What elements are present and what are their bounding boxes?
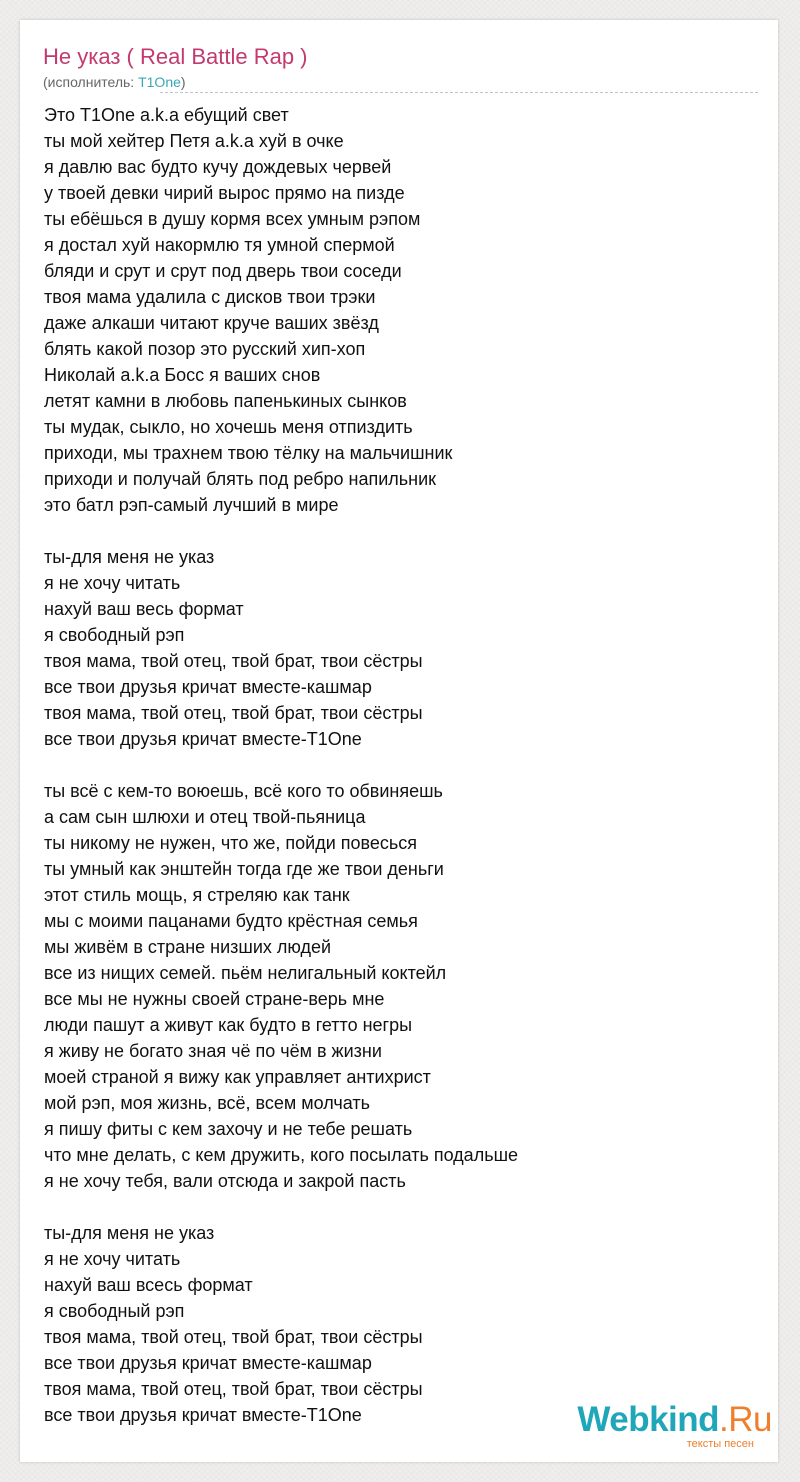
lyric-line: я свободный рэп: [44, 1301, 185, 1321]
lyric-line: ты-для меня не указ: [44, 1223, 215, 1243]
stanza-gap: [44, 1194, 744, 1220]
artist-prefix: (исполнитель:: [43, 74, 139, 90]
lyric-line: даже алкаши читают круче ваших звёзд: [44, 313, 379, 333]
lyric-line: ты-для меня не указ: [44, 547, 215, 567]
lyric-line: я достал хуй накормлю тя умной спермой: [44, 235, 395, 255]
lyric-line: ты умный как энштейн тогда где же твои деньги: [44, 859, 444, 879]
lyric-line: все твои друзья кричат вместе-кашмар: [44, 1353, 372, 1373]
lyric-line: все твои друзья кричат вместе-T1One: [44, 729, 362, 749]
lyric-line: а сам сын шлюхи и отец твой-пьяница: [44, 807, 366, 827]
lyric-line: нахуй ваш всесь формат: [44, 1275, 253, 1295]
site-logo: [572, 1400, 772, 1458]
artist-line: [43, 73, 186, 91]
lyric-line: этот стиль мощь, я стреляю как танк: [44, 885, 350, 905]
artist-link[interactable]: T1One: [138, 74, 181, 90]
lyric-line: мой рэп, моя жизнь, всё, всем молчать: [44, 1093, 371, 1113]
logo-name: Webkind: [577, 1400, 720, 1439]
lyric-line: все мы не нужны своей стране-верь мне: [44, 989, 385, 1009]
lyric-line: твоя мама, твой отец, твой брат, твои сёстры: [44, 703, 423, 723]
lyric-line: все твои друзья кричат вместе-T1One: [44, 1405, 362, 1425]
lyric-line: я давлю вас будто кучу дождевых червей: [44, 157, 392, 177]
lyric-line: мы с моими пацанами будто крёстная семья: [44, 911, 418, 931]
lyric-line: моей страной я вижу как управляет антихрист: [44, 1067, 431, 1087]
song-title: Не указ ( Real Battle Rap ): [43, 44, 308, 69]
lyric-line: люди пашут а живут как будто в гетто негры: [44, 1015, 413, 1035]
lyric-line: ты всё с кем-то воюешь, всё кого то обвиняешь: [44, 781, 443, 801]
title-divider: [160, 92, 758, 93]
lyric-line: это батл рэп-самый лучший в мире: [44, 495, 339, 515]
lyric-line: у твоей девки чирий вырос прямо на пизде: [44, 183, 405, 203]
lyrics-card: [20, 20, 778, 1462]
lyric-line: ты мой хейтер Петя a.k.a хуй в очке: [44, 131, 344, 151]
lyric-line: что мне делать, с кем дружить, кого посылать подальше: [44, 1145, 519, 1165]
lyric-line: твоя мама, твой отец, твой брат, твои сёстры: [44, 1327, 423, 1347]
lyric-line: я свободный рэп: [44, 625, 185, 645]
lyric-line: ты ебёшься в душу кормя всех умным рэпом: [44, 209, 421, 229]
lyric-line: я не хочу читать: [44, 573, 181, 593]
lyric-line: я не хочу читать: [44, 1249, 181, 1269]
lyric-line: приходи, мы трахнем твою тёлку на мальчишник: [44, 443, 453, 463]
artist-suffix: ): [180, 74, 186, 90]
logo-wordmark: [577, 1400, 772, 1440]
lyric-line: я не хочу тебя, вали отсюда и закрой пасть: [44, 1171, 406, 1191]
lyrics-text: [44, 102, 744, 1428]
lyric-line: твоя мама удалила с дисков твои трэки: [44, 287, 376, 307]
lyric-line: все из нищих семей. пьём нелигальный коктейл: [44, 963, 447, 983]
lyric-line: Это T1One a.k.a ебущий свет: [44, 105, 289, 125]
lyric-line: все твои друзья кричат вместе-кашмар: [44, 677, 372, 697]
lyric-line: мы живём в стране низших людей: [44, 937, 332, 957]
stanza-gap: [44, 752, 744, 778]
lyric-line: твоя мама, твой отец, твой брат, твои сёстры: [44, 651, 423, 671]
lyric-line: я пишу фиты с кем захочу и не тебе решать: [44, 1119, 413, 1139]
lyric-line: нахуй ваш весь формат: [44, 599, 244, 619]
lyric-line: ты мудак, сыкло, но хочешь меня отпиздить: [44, 417, 413, 437]
logo-tld: .Ru: [719, 1400, 772, 1439]
lyric-line: приходи и получай блять под ребро напильник: [44, 469, 437, 489]
lyric-line: летят камни в любовь папенькиных сынков: [44, 391, 407, 411]
lyric-line: блять какой позор это русский хип-хоп: [44, 339, 366, 359]
lyric-line: бляди и срут и срут под дверь твои соседи: [44, 261, 402, 281]
lyric-line: твоя мама, твой отец, твой брат, твои сёстры: [44, 1379, 423, 1399]
lyric-line: Николай a.k.a Босс я ваших снов: [44, 365, 321, 385]
logo-tagline: тексты песен: [686, 1438, 754, 1450]
stanza-gap: [44, 518, 744, 544]
lyric-line: я живу не богато зная чё по чём в жизни: [44, 1041, 382, 1061]
lyric-line: ты никому не нужен, что же, пойди повесься: [44, 833, 418, 853]
